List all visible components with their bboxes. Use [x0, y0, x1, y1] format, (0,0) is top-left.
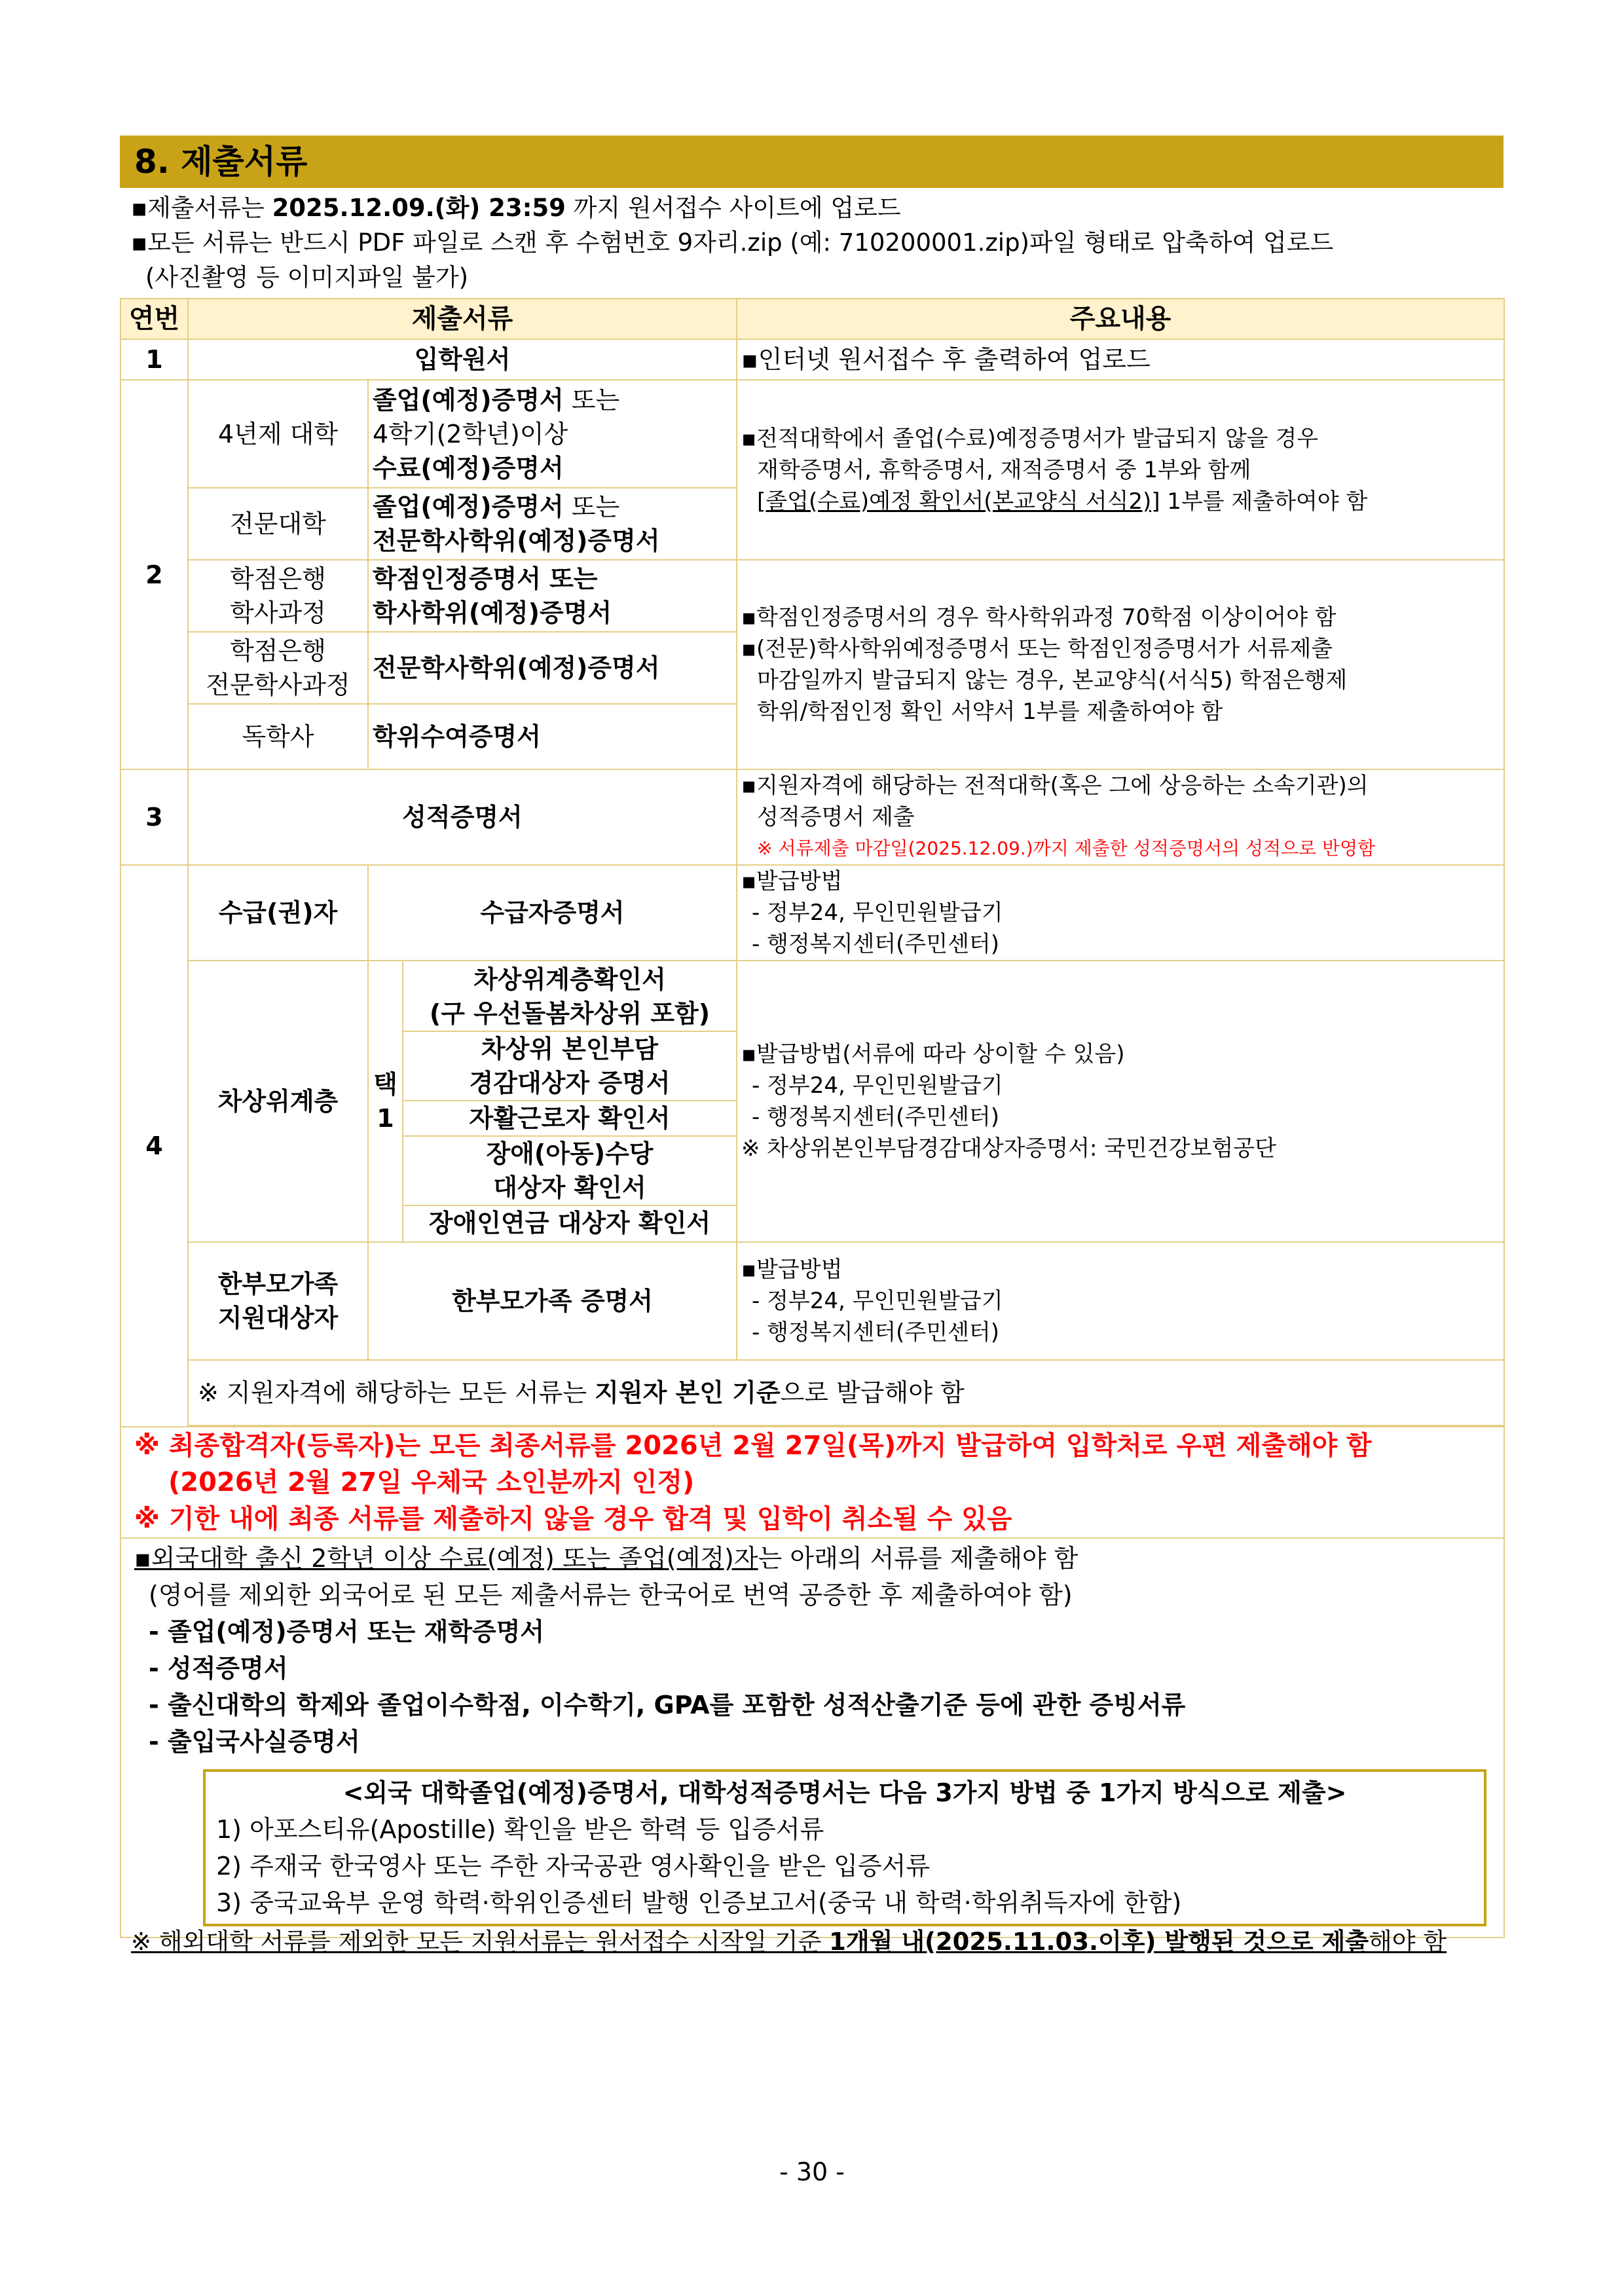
doc-option: 장애인연금 대상자 확인서: [428, 1209, 711, 1238]
doc-content: [737, 560, 1504, 769]
final-notice-row: [120, 1427, 1504, 1538]
content-line: 성적증명서 제출: [757, 804, 915, 830]
row-no: 2: [120, 380, 188, 769]
foreign-doc-item: - 출신대학의 학제와 졸업이수학점, 이수학기, GPA를 포함한 성적산출기준 등에 관한 증빙서류: [149, 1691, 1186, 1719]
doc-name: [403, 961, 737, 1242]
method-item: 1) 아포스티유(Apostille) 확인을 받은 학력 등 입증서류: [216, 1815, 824, 1844]
doc-name-part: 차상위계층확인서: [473, 965, 666, 994]
doc-option: [403, 1032, 736, 1101]
doc-name: 성적증명서: [188, 769, 737, 865]
intro-text: 까지 원서접수 사이트에 업로드: [565, 194, 901, 222]
final-notice-line: ※ 최종합격자(등록자)는 모든 최종서류를 2026년 2월 27일(목)까지 발급하여 입학처로 우편 제출해야 함: [134, 1431, 1372, 1461]
foreign-intro: 는 아래의 서류를 제출해야 함: [758, 1544, 1079, 1573]
header-no: 연번: [120, 299, 188, 339]
doc-content: [737, 961, 1504, 1242]
doc-name: 수급자증명서: [368, 865, 737, 961]
table-row: [120, 339, 1504, 380]
content-line: - 정부24, 무인민원발급기: [752, 900, 1003, 926]
content-line: 학위/학점인정 확인 서약서 1부를 제출하여야 함: [757, 699, 1223, 725]
doc-name-part: 4학기(2학년)이상: [373, 419, 568, 449]
doc-name-part: 경감대상자 증명서: [469, 1069, 671, 1097]
form-reference: [졸업(수료)예정 확인서(본교양식 서식2)]: [757, 488, 1160, 515]
doc-name-part: 장애(아동)수당: [486, 1139, 654, 1168]
doc-name-part: 졸업(예정)증명서: [373, 492, 564, 521]
label-part: 학사과정: [230, 598, 326, 627]
method-item: 3) 중국교육부 운영 학력·학위인증센터 발행 인증보고서(중국 내 학력·학위취득자에 한함): [216, 1888, 1182, 1917]
final-notice-line: ※ 기한 내에 최종 서류를 제출하지 않을 경우 합격 및 입학이 취소될 수 있음: [134, 1504, 1012, 1534]
foreign-doc-item: - 졸업(예정)증명서 또는 재학증명서: [149, 1617, 545, 1646]
documents-table: [120, 298, 1505, 1938]
table-row: [120, 380, 1504, 488]
table-row: [120, 865, 1504, 961]
footer-text: 해야 함: [1369, 1928, 1447, 1956]
page-number: - 30 -: [779, 2157, 845, 2186]
doc-name-part: 또는: [563, 492, 620, 521]
row-no: 3: [120, 769, 188, 865]
foreign-translation-note: (영어를 제외한 외국어로 된 모든 제출서류는 한국어로 번역 공증한 후 제출하여야 함): [149, 1581, 1073, 1609]
category-label: 차상위계층: [188, 961, 368, 1242]
row-no: 4: [120, 865, 188, 1427]
doc-name-part: 대상자 확인서: [493, 1173, 646, 1202]
doc-name: 한부모가족 증명서: [368, 1242, 737, 1360]
category-label: [188, 1242, 368, 1360]
content-line: - 행정복지센터(주민센터): [752, 1319, 1000, 1346]
foreign-docs-row: [120, 1538, 1504, 1937]
header-docs: 제출서류: [188, 299, 737, 339]
category-label: 전문대학: [188, 488, 368, 560]
content-line: - 정부24, 무인민원발급기: [752, 1073, 1003, 1099]
table-row: [120, 1242, 1504, 1360]
doc-name-part: 학점인정증명서 또는: [373, 564, 598, 593]
note-text: ※ 지원자격에 해당하는 모든 서류는: [198, 1378, 595, 1407]
label-part: 학점은행: [230, 636, 326, 665]
content-line: 재학증명서, 휴학증명서, 재적증명서 중 1부와 함께: [757, 456, 1251, 483]
doc-name: 전문학사학위(예정)증명서: [368, 632, 737, 704]
row4-note: [188, 1360, 1504, 1425]
doc-option: 자활근로자 확인서: [403, 1101, 736, 1137]
doc-option: [403, 1137, 736, 1206]
content-line: ▪(전문)학사학위예정증명서 또는 학점인정증명서가 서류제출: [741, 636, 1333, 662]
foreign-doc-item: - 성적증명서: [149, 1654, 288, 1683]
intro-line-2: ▪모든 서류는 반드시 PDF 파일로 스캔 후 수험번호 9자리.zip (예: 710200001.zip)파일 형태로 압축하여 업로드: [131, 229, 1334, 257]
foreign-intro-underlined: ▪외국대학 출신 2학년 이상 수료(예정) 또는 졸업(예정)자: [134, 1544, 758, 1573]
intro-line-1: [131, 190, 901, 226]
content-line: 1부를 제출하여야 함: [1160, 488, 1368, 515]
section-header: 8. 제출서류: [120, 136, 1504, 188]
content-line: 마감일까지 발급되지 않는 경우, 본교양식(서식5) 학점은행제: [757, 667, 1348, 693]
foreign-methods-box: [203, 1769, 1486, 1926]
method-item: 2) 주재국 한국영사 또는 주한 자국공관 영사확인을 받은 입증서류: [216, 1852, 931, 1881]
doc-name-part: 또는: [563, 385, 620, 414]
doc-content: [737, 380, 1504, 560]
category-label: [188, 560, 368, 632]
row-no: 1: [120, 339, 188, 380]
doc-name: 학위수여증명서: [368, 704, 737, 769]
category-label: 수급(권)자: [188, 865, 368, 961]
foreign-doc-item: - 출입국사실증명서: [149, 1727, 360, 1756]
footer-text: ※ 해외대학 서류를 제외한 모든 지원서류는 원서접수 시작일 기준: [131, 1928, 830, 1956]
doc-content: ▪인터넷 원서접수 후 출력하여 업로드: [737, 339, 1504, 380]
doc-name-part: (구 우선돌봄차상위 포함): [429, 999, 710, 1028]
doc-option: [403, 963, 736, 1032]
footer-note: [131, 1922, 1447, 1957]
intro-line-3: (사진촬영 등 이미지파일 불가): [145, 263, 469, 291]
content-line: ▪발급방법: [741, 1257, 843, 1283]
table-row: [120, 961, 1504, 1242]
content-line: ▪발급방법(서류에 따라 상이할 수 있음): [741, 1041, 1125, 1067]
category-label: [188, 632, 368, 704]
final-notice: [120, 1427, 1504, 1538]
content-line: ▪전적대학에서 졸업(수료)예정증명서가 발급되지 않을 경우: [741, 425, 1319, 452]
final-notice-line: (2026년 2월 27일 우체국 소인분까지 인정): [168, 1467, 695, 1497]
choice-label: 택1: [368, 961, 403, 1242]
table-header-row: [120, 299, 1504, 339]
doc-name: [368, 560, 737, 632]
transcript-note: ※ 서류제출 마감일(2025.12.09.)까지 제출한 성적증명서의 성적으로 반영함: [757, 837, 1376, 859]
header-content: 주요내용: [737, 299, 1504, 339]
content-line: - 행정복지센터(주민센터): [752, 931, 1000, 957]
content-line: ▪발급방법: [741, 868, 843, 894]
content-line: ※ 차상위본인부담경감대상자증명서: 국민건강보험공단: [741, 1135, 1276, 1162]
doc-name: [368, 380, 737, 488]
label-part: 한부모가족: [217, 1270, 339, 1298]
doc-name-part: 전문학사학위(예정)증명서: [373, 526, 660, 555]
note-emphasis: 지원자 본인 기준: [595, 1378, 781, 1407]
content-line: - 정부24, 무인민원발급기: [752, 1288, 1003, 1314]
table-row: [120, 1360, 1504, 1425]
doc-name: [368, 488, 737, 560]
doc-content: [737, 865, 1504, 961]
doc-name-part: 학사학위(예정)증명서: [373, 598, 612, 627]
doc-name-part: 졸업(예정)증명서: [373, 385, 564, 414]
doc-name: 입학원서: [188, 339, 737, 380]
category-label: 독학사: [188, 704, 368, 769]
table-row: [120, 769, 1504, 865]
methods-title: <외국 대학졸업(예정)증명서, 대학성적증명서는 다음 3가지 방법 중 1가지 방식으로 제출>: [342, 1778, 1347, 1807]
label-part: 학점은행: [230, 564, 326, 593]
content-line: ▪지원자격에 해당하는 전적대학(혹은 그에 상응하는 소속기관)의: [741, 773, 1369, 799]
doc-content: [737, 769, 1504, 865]
foreign-docs: [120, 1538, 1504, 1937]
table-row: [120, 560, 1504, 632]
content-line: - 행정복지센터(주민센터): [752, 1104, 1000, 1130]
doc-name-part: 차상위 본인부담: [481, 1035, 659, 1063]
label-part: 지원대상자: [217, 1304, 339, 1332]
deadline-date: 2025.12.09.(화) 23:59: [272, 194, 566, 222]
footer-emphasis: 1개월 내(2025.11.03.이후) 발행된 것으로 제출: [829, 1928, 1369, 1956]
label-part: 전문학사과정: [206, 670, 350, 699]
doc-content: [737, 1242, 1504, 1360]
intro-text: ▪제출서류는: [131, 194, 272, 222]
content-line: ▪학점인정증명서의 경우 학사학위과정 70학점 이상이어야 함: [741, 604, 1337, 631]
doc-name-part: 수료(예정)증명서: [373, 453, 564, 483]
note-text: 으로 발급해야 함: [780, 1378, 965, 1407]
category-label: 4년제 대학: [188, 380, 368, 488]
